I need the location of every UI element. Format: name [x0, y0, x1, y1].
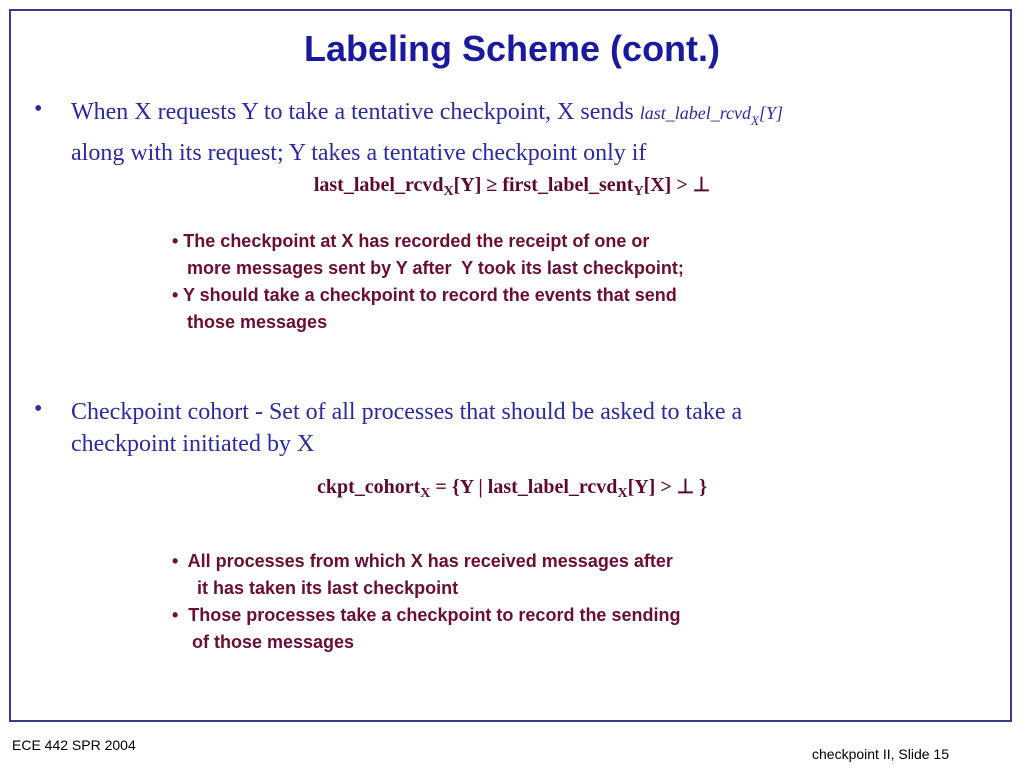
sub-bullet-2-line-4: of those messages: [172, 632, 355, 652]
formula-1-part-c: [X] > ⊥: [643, 174, 711, 196]
formula-2-sub-a: X: [420, 486, 431, 501]
formula-1-part-a: last_label_rcvd: [313, 174, 444, 196]
bullet-1-italic-sub: X: [751, 112, 759, 128]
bullet-1-text-a: When X requests Y to take a tentative checkpoint, X sends: [71, 99, 640, 125]
bullet-2-line-1: Checkpoint cohort - Set of all processes that should be asked to take a: [71, 399, 743, 425]
bullet-2-line-2: checkpoint initiated by X: [71, 431, 315, 457]
slide-title: Labeling Scheme (cont.): [303, 28, 721, 69]
formula-2-sub-b: X: [617, 486, 628, 501]
sub-bullet-1-line-1: • The checkpoint at X has recorded the receipt of one or: [172, 231, 650, 251]
sub-bullet-2-line-3: • Those processes take a checkpoint to record the sending: [172, 605, 681, 625]
formula-1-part-b: [Y] ≥ first_label_sent: [453, 174, 634, 196]
formula-1-sub-b: Y: [633, 184, 644, 199]
formula-2: [0, 474, 1024, 502]
formula-2-part-c: [Y] > ⊥ }: [627, 476, 708, 498]
footer-right: checkpoint II, Slide 15: [812, 746, 949, 762]
sub-bullet-1-line-2: more messages sent by Y after Y took its last checkpoint;: [172, 258, 684, 278]
formula-1-sub-a: X: [443, 184, 454, 199]
formula-2-part-b: = {Y | last_label_rcvd: [430, 476, 618, 498]
bullet-1-italic-b: [Y]: [759, 103, 784, 123]
sub-bullet-2-line-2: it has taken its last checkpoint: [172, 578, 459, 598]
sub-bullet-1-line-4: those messages: [172, 312, 328, 332]
bullet-1-text: [71, 96, 971, 169]
bullet-marker-2: •: [34, 396, 43, 422]
bullet-1-italic-a: last_label_rcvd: [639, 103, 752, 123]
bullet-1-text-b: along with its request; Y takes a tentative checkpoint only if: [71, 139, 647, 166]
formula-2-part-a: ckpt_cohort: [316, 476, 421, 498]
bullet-marker-1: •: [34, 96, 43, 122]
formula-1: [0, 172, 1024, 200]
sub-bullet-1-line-3: • Y should take a checkpoint to record the events that send: [172, 285, 677, 305]
footer-left: ECE 442 SPR 2004: [12, 737, 136, 753]
bullet-2-text: [71, 396, 971, 460]
sub-bullet-2-line-1: • All processes from which X has received messages after: [172, 551, 673, 571]
